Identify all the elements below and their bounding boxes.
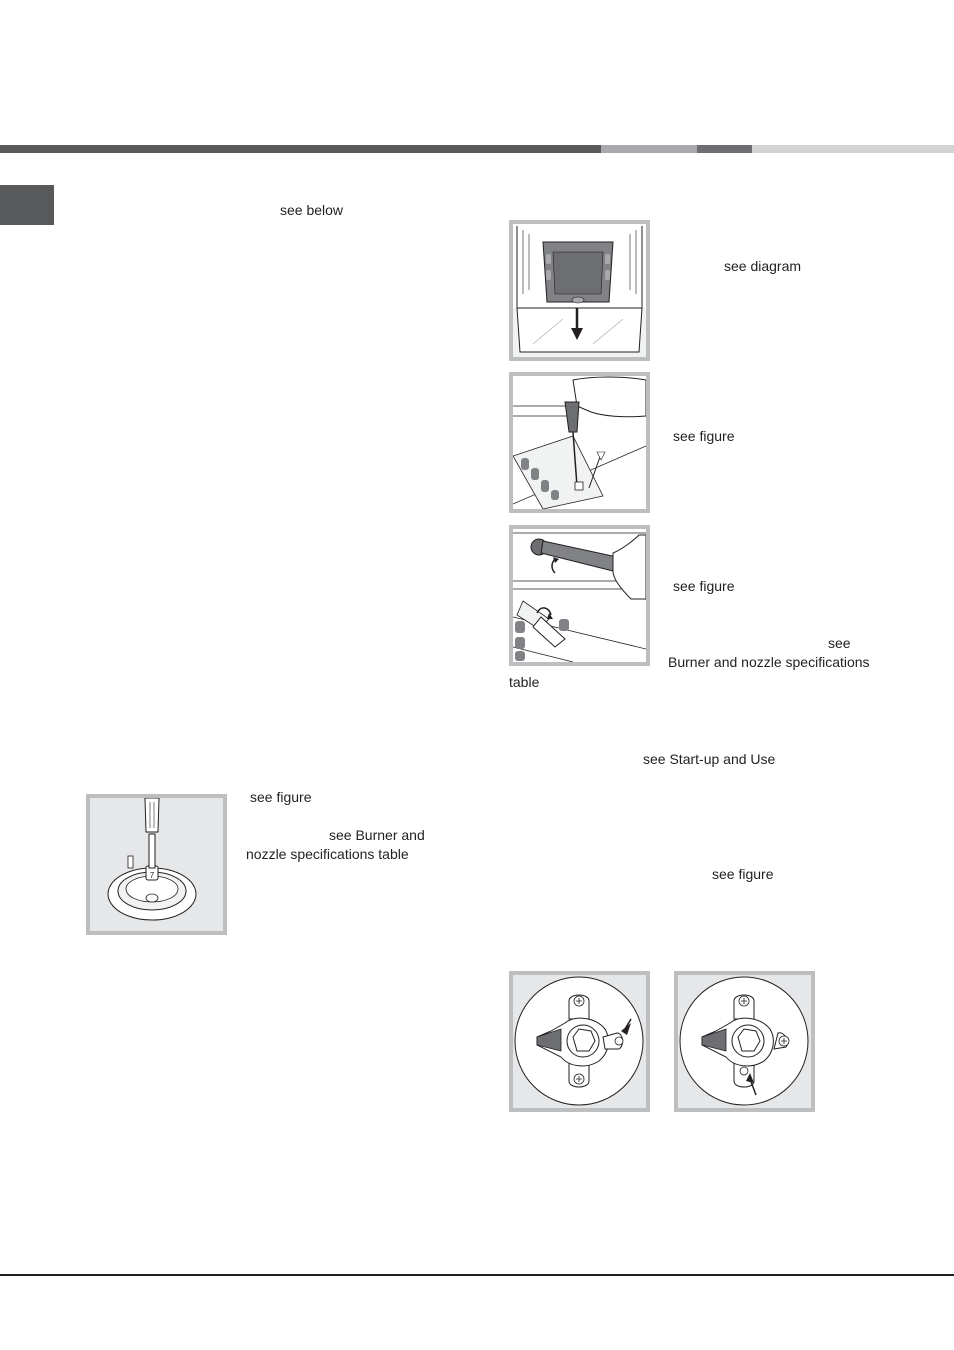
gas-tap-bypass-screw-alt-icon <box>678 975 811 1108</box>
hob-burner-figure <box>86 794 227 935</box>
oven-floor-figure <box>509 220 650 361</box>
oven-burner-nozzle-figure <box>509 525 650 666</box>
see-word: see <box>828 635 851 651</box>
see-diagram-ref: see diagram <box>724 258 802 274</box>
see-below-ref: see below <box>280 202 344 218</box>
hob-burner-nozzle-icon <box>90 798 223 931</box>
oven-burner-screw-figure <box>509 372 650 513</box>
burner-table-ref-line2: nozzle specifications table <box>246 846 409 862</box>
see-figure-ref-1: see figure <box>673 428 735 444</box>
table-word: table <box>509 674 540 690</box>
header-bar-light <box>752 145 954 153</box>
footer-rule <box>0 1274 954 1276</box>
header-bar-dark <box>0 145 601 153</box>
gas-tap-bypass-screw-icon <box>513 975 646 1108</box>
gas-tap-figure-left <box>509 971 650 1112</box>
see-figure-ref-3: see figure <box>712 866 774 882</box>
oven-floor-removal-icon <box>513 224 646 357</box>
svg-text:7: 7 <box>149 871 155 880</box>
see-startup-ref: see Start-up and Use <box>643 751 776 767</box>
language-tab <box>0 185 54 225</box>
oven-burner-nozzle-wrench-icon <box>513 529 646 662</box>
header-bar-mid <box>601 145 697 153</box>
header-bar-accent <box>697 145 752 153</box>
hob-figure-ref: see figure <box>250 789 312 805</box>
see-figure-ref-2: see figure <box>673 578 735 594</box>
burner-table-ref-line1: see Burner and <box>329 827 425 843</box>
gas-tap-figure-right <box>674 971 815 1112</box>
oven-burner-screw-icon <box>513 376 646 509</box>
burner-specs-ref: Burner and nozzle specifications <box>668 654 870 670</box>
